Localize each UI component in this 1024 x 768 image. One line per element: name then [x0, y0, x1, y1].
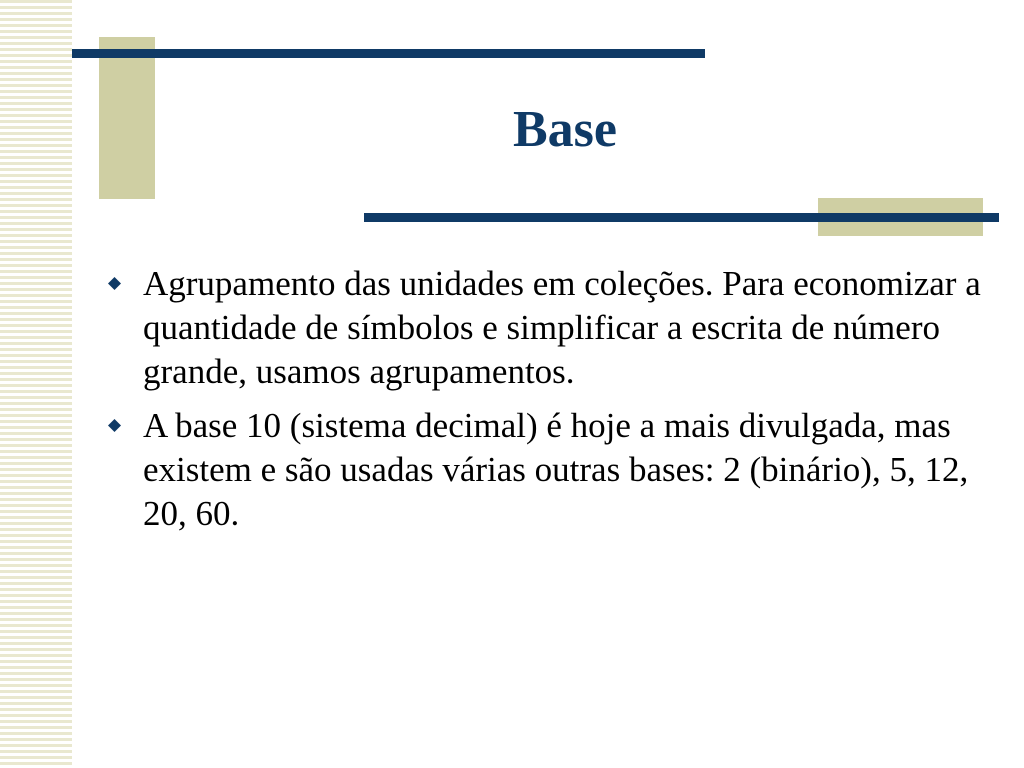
striped-side-bar	[0, 0, 72, 768]
bullet-text: A base 10 (sistema decimal) é hoje a mais divulgada, mas existem e são usadas várias outras bases: 2 (binário), 5, 12, 20, 60.	[143, 406, 969, 533]
diamond-bullet-icon	[108, 277, 121, 290]
bullet-item	[106, 262, 986, 394]
bullet-item	[106, 404, 986, 536]
bullet-text: Agrupamento das unidades em coleções. Para economizar a quantidade de símbolos e simplificar a escrita de número grande, usamos agrupamentos.	[143, 264, 981, 391]
decorative-block-left	[99, 37, 155, 199]
bullet-list	[106, 262, 986, 546]
decorative-line-bottom	[364, 213, 999, 222]
diamond-bullet-icon	[108, 419, 121, 432]
decorative-line-top	[72, 49, 705, 58]
slide-title: Base	[513, 101, 617, 158]
